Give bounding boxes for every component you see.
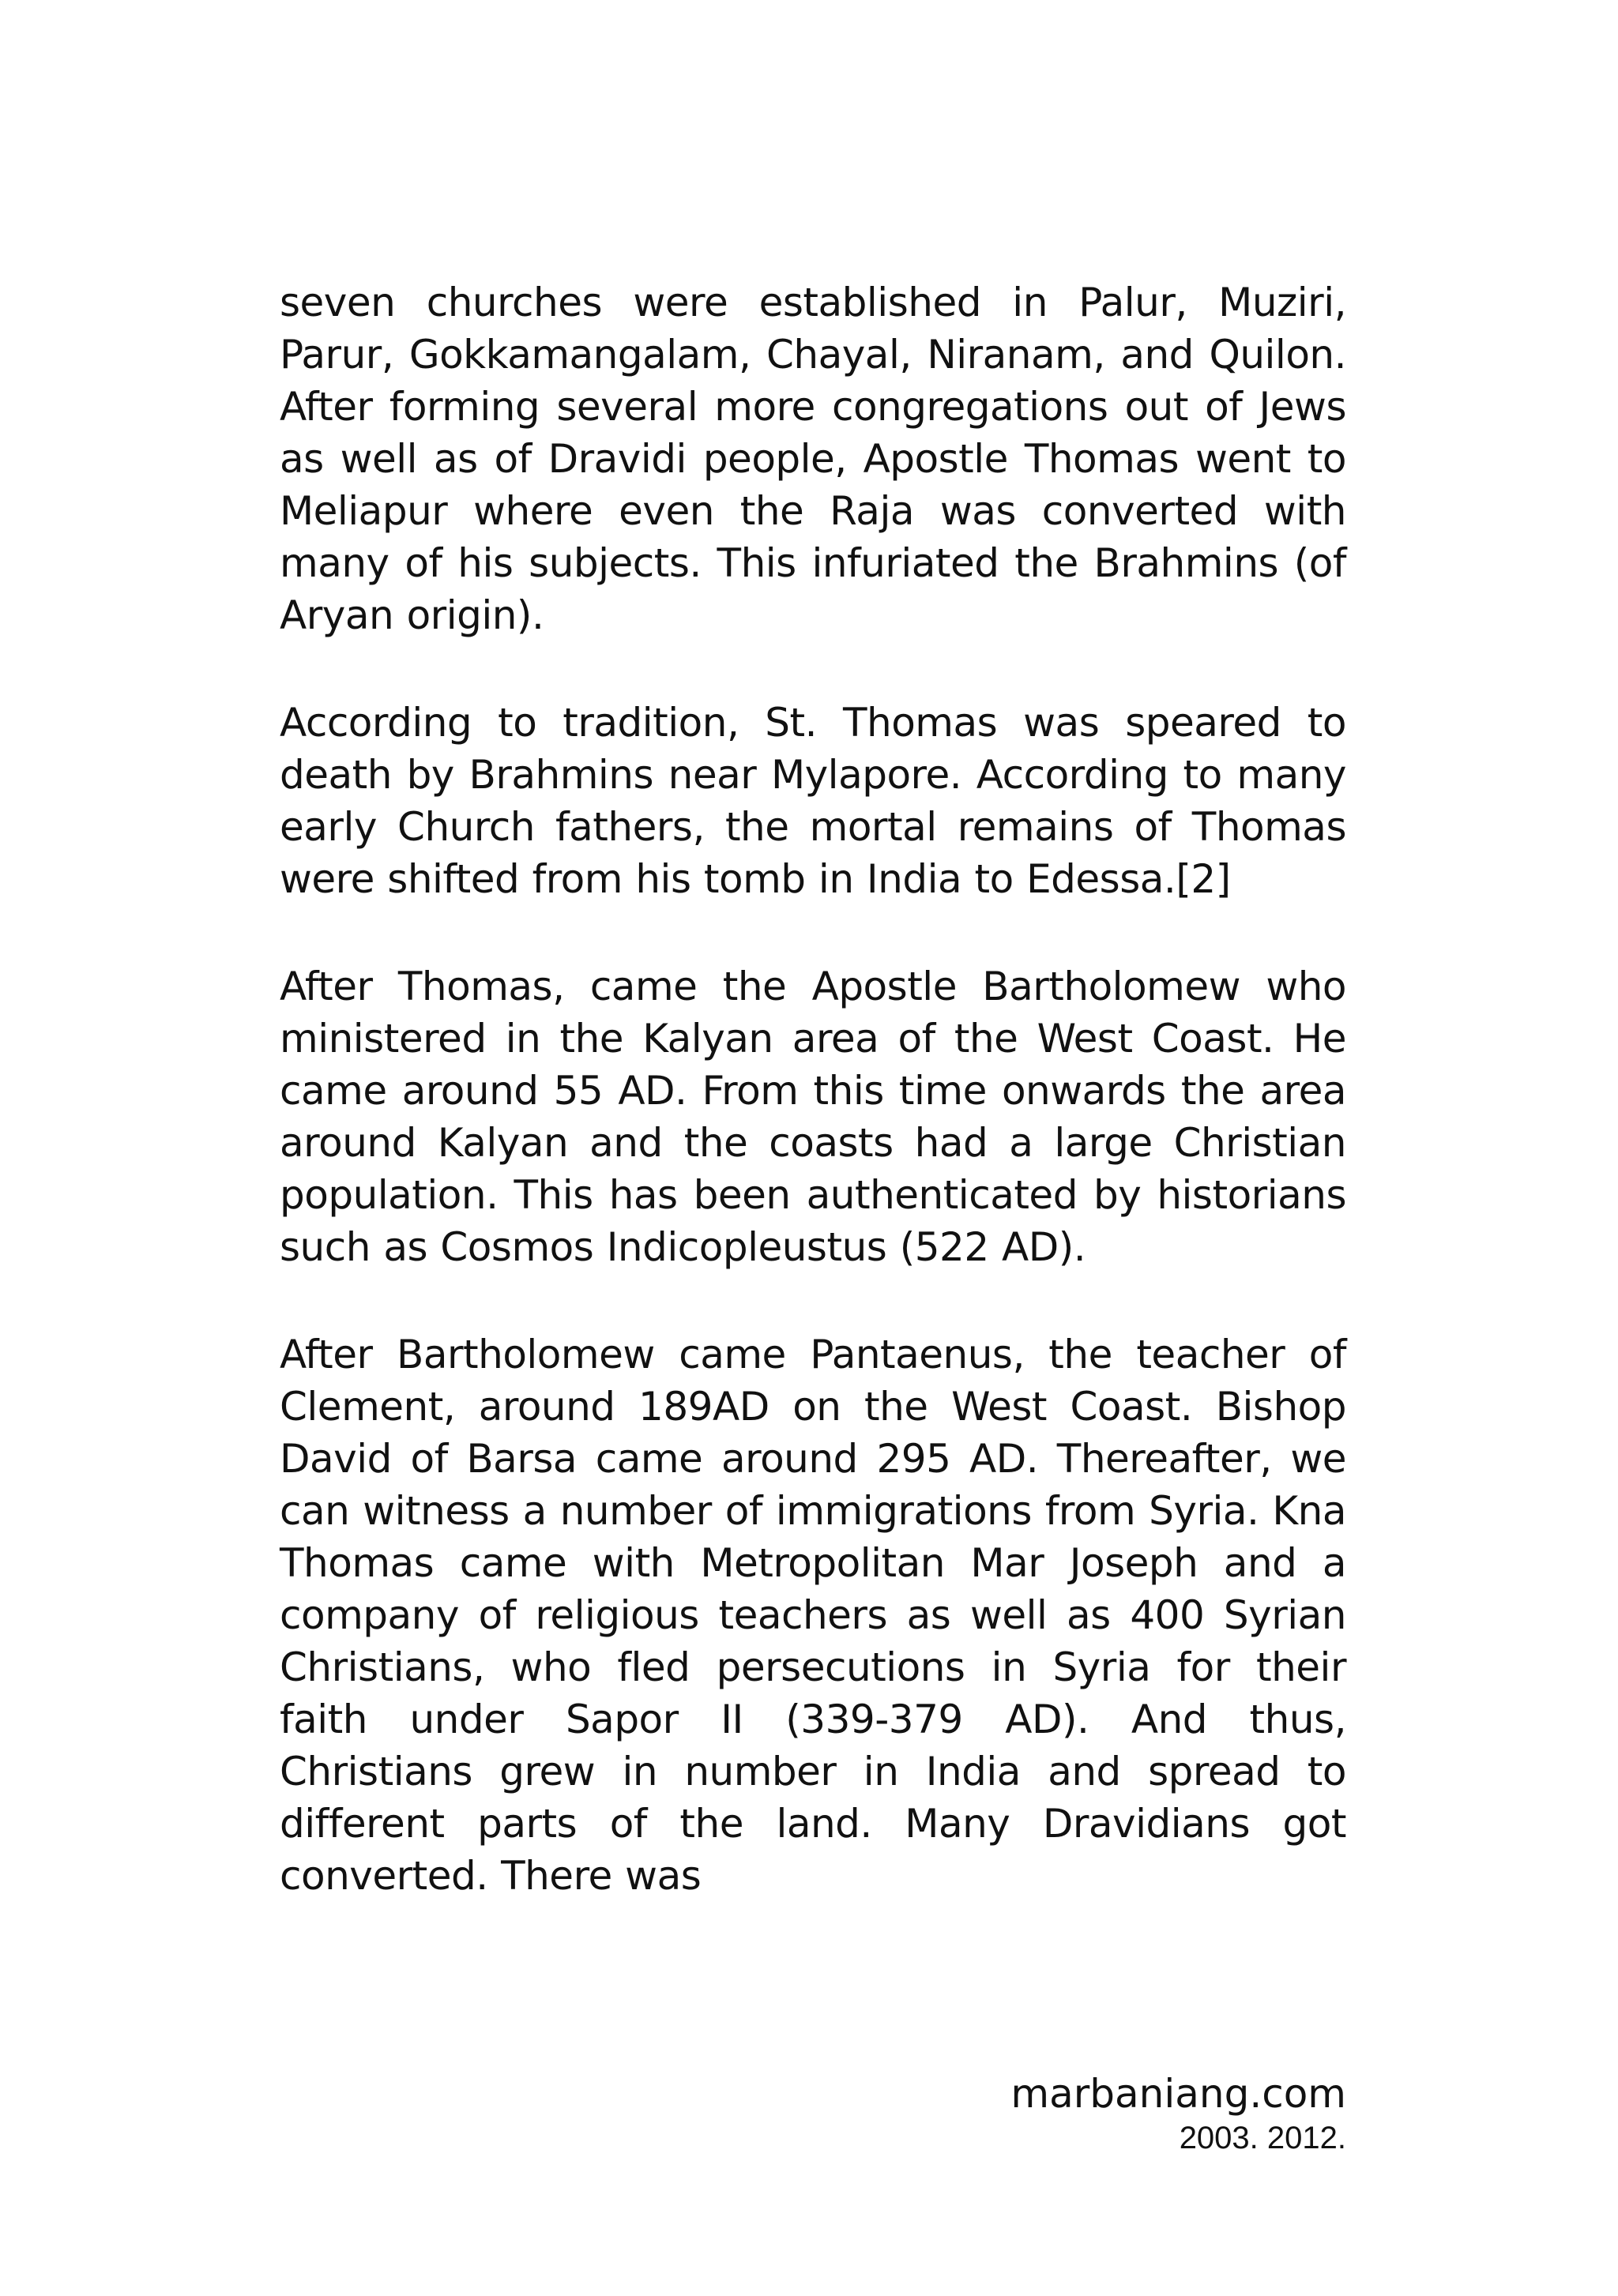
- footer-years: 2003. 2012.: [1179, 2121, 1346, 2155]
- paragraph-3: After Thomas, came the Apostle Bartholomew who ministered in the Kalyan area of the West Coast. He came around 55 AD. From this time onwards the area around Kalyan and the coasts had a large Christian population. This has been authenticated by historians such as Cosmos Indicopleustus (522 AD).: [280, 964, 1346, 1270]
- footer-site: marbaniang.com: [1010, 2071, 1346, 2117]
- paragraph-4: After Bartholomew came Pantaenus, the teacher of Clement, around 189AD on the West Coast. Bishop David of Barsa came around 295 AD. Thereafter, we can witness a number of immigrations from Syria. Kna Thomas came with Metropolitan Mar Joseph and a company of religious teachers as well as 400 Syrian Christians, who fled persecutions in Syria for their faith under Sapor II (339-379 AD). And thus, Christians grew in number in India and spread to different parts of the land. Many Dravidians got converted. There was: [280, 1332, 1346, 1899]
- paragraph-2: According to tradition, St. Thomas was speared to death by Brahmins near Mylapore. According to many early Church fathers, the mortal remains of Thomas were shifted from his tomb in India to Edessa.[2]: [280, 700, 1346, 902]
- page-footer: [1010, 2069, 1346, 2158]
- document-body: [280, 276, 1346, 1902]
- paragraph-1: seven churches were established in Palur, Muziri, Parur, Gokkamangalam, Chayal, Niranam, and Quilon. After forming several more congregations out of Jews as well as of Dravidi people, Apostle Thomas went to Meliapur where even the Raja was converted with many of his subjects. This infuriated the Brahmins (of Aryan origin).: [280, 280, 1346, 638]
